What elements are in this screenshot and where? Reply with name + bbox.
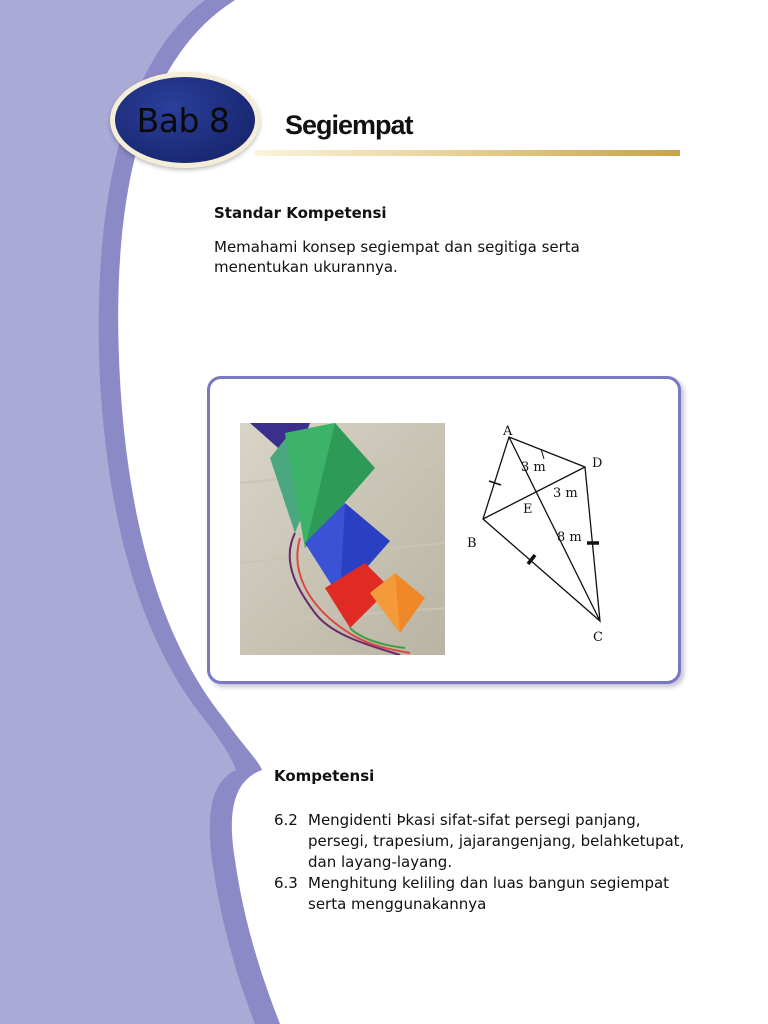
competency-number: 6.3 xyxy=(274,874,298,892)
chapter-badge xyxy=(110,72,260,168)
chapter-title: Segiempat xyxy=(285,110,413,140)
competency-item xyxy=(274,873,694,915)
competency-list xyxy=(274,810,694,915)
competency-text: Menghitung keliling dan luas bangun segiempat serta menggunakannya xyxy=(308,874,670,913)
standard-heading: Standar Kompetensi xyxy=(214,204,387,222)
diagram-label-ad: 3 m xyxy=(521,460,546,475)
figure-frame xyxy=(207,376,681,684)
diagram-label-ed: 3 m xyxy=(553,486,578,501)
competency-number: 6.2 xyxy=(274,811,298,829)
standard-text: Memahami konsep segiempat dan segitiga serta menentukan ukurannya. xyxy=(214,238,580,276)
diagram-label-c: C xyxy=(593,630,603,645)
diagram-label-a: A xyxy=(503,424,513,439)
diagram-label-e: E xyxy=(523,502,533,517)
competency-text: Mengidenti Þkasi sifat-sifat persegi panjang, persegi, trapesium, jajarangenjang, belahketupat, dan layang-layang. xyxy=(308,811,685,871)
diagram-label-ec: 8 m xyxy=(557,530,582,545)
competency-item xyxy=(274,810,694,873)
title-underline xyxy=(255,150,680,156)
kite-diagram xyxy=(465,419,650,654)
kite-photo xyxy=(240,423,445,655)
diagram-label-d: D xyxy=(592,456,603,471)
diagram-label-b: B xyxy=(467,536,477,551)
chapter-label: Bab 8 xyxy=(136,100,230,140)
competency-heading: Kompetensi xyxy=(274,767,375,785)
